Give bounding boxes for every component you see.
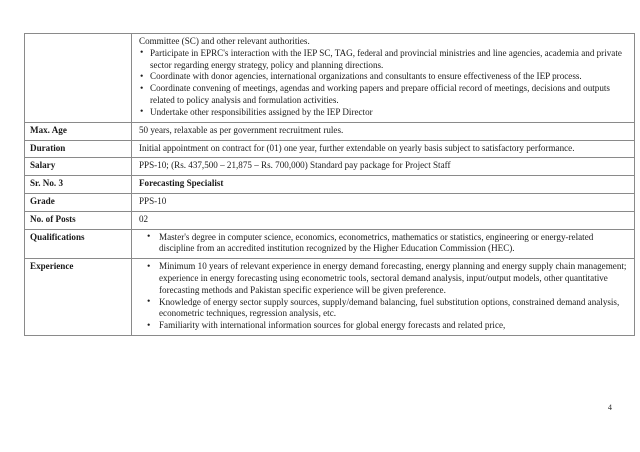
bullet-list xyxy=(137,48,629,119)
bullet-item: • Knowledge of energy sector supply sources, supply/demand balancing, fuel substitution options, constrained demand analysis, econometric techniques, regression analysis, etc. xyxy=(145,297,629,321)
row-value-cell xyxy=(132,211,635,229)
row-value-text: Initial appointment on contract for (01) one year, further extendable on yearly basis subject to satisfactory performance. xyxy=(139,142,575,153)
bullet-item: • Participate in EPRC's interaction with the IEP SC, TAG, federal and provincial ministries and line agencies, academia and private sector regarding energy strategy, policy and planning directions. xyxy=(139,48,629,72)
table-row xyxy=(25,176,635,194)
bullet-item: • Undertake other responsibilities assigned by the IEP Director xyxy=(139,107,629,119)
row-value-text: PPS-10 xyxy=(139,195,167,206)
row-value-cell xyxy=(132,229,635,259)
row-label-cell: Salary xyxy=(25,158,132,176)
table-body xyxy=(25,34,635,336)
page-number: 4 xyxy=(607,403,612,412)
row-value-text: PPS-10; (Rs. 437,500 – 21,875 – Rs. 700,000) Standard pay package for Project Staff xyxy=(139,160,451,171)
bullet-item: • Coordinate with donor agencies, international organizations and consultants to ensure effectiveness of the IEP process. xyxy=(139,71,629,83)
row-value-cell xyxy=(132,140,635,158)
row-value-cell xyxy=(132,193,635,211)
row-value-text: 02 xyxy=(139,213,149,224)
bullet-item: • Familiarity with international information sources for global energy forecasts and related price, xyxy=(145,320,629,332)
job-description-table xyxy=(24,33,635,336)
table-row xyxy=(25,259,635,336)
table-row xyxy=(25,193,635,211)
row-label-cell xyxy=(25,34,132,123)
row-value-cell xyxy=(132,34,635,123)
row-value-cell xyxy=(132,122,635,140)
table-row xyxy=(25,211,635,229)
bullet-item: • Master's degree in computer science, economics, econometrics, mathematics or statistics, engineering or energy-related discipline from an accredited institution recognized by the Higher Education Commission (HEC). xyxy=(145,232,629,256)
row-value-text: Committee (SC) and other relevant authorities. xyxy=(139,36,310,46)
table-row xyxy=(25,158,635,176)
row-label-cell: Duration xyxy=(25,140,132,158)
row-label-cell: Experience xyxy=(25,259,132,336)
row-label-cell: Grade xyxy=(25,193,132,211)
row-value-cell xyxy=(132,158,635,176)
table-row xyxy=(25,34,635,123)
row-value-text: 50 years, relaxable as per government recruitment rules. xyxy=(139,124,344,135)
table-row xyxy=(25,229,635,259)
row-value-text: Forecasting Specialist xyxy=(139,178,224,189)
row-label-cell: Sr. No. 3 xyxy=(25,176,132,194)
row-value-cell xyxy=(132,259,635,336)
table-row xyxy=(25,122,635,140)
bullet-list xyxy=(137,232,629,256)
bullet-item: • Coordinate convening of meetings, agendas and working papers and prepare official record of meetings, decisions and outputs related to policy analysis and formulation activities. xyxy=(139,83,629,107)
row-label-cell: Max. Age xyxy=(25,122,132,140)
row-label-cell: No. of Posts xyxy=(25,211,132,229)
row-label-cell: Qualifications xyxy=(25,229,132,259)
bullet-item: • Minimum 10 years of relevant experience in energy demand forecasting, energy planning and energy supply chain management; experience in energy forecasting using econometric tools, sectoral demand analysis, input/output models, other quantitative forecasting methods and Pakistan specific experience will be given preference. xyxy=(145,261,629,296)
row-value-cell xyxy=(132,176,635,194)
table-row xyxy=(25,140,635,158)
bullet-list xyxy=(137,261,629,332)
